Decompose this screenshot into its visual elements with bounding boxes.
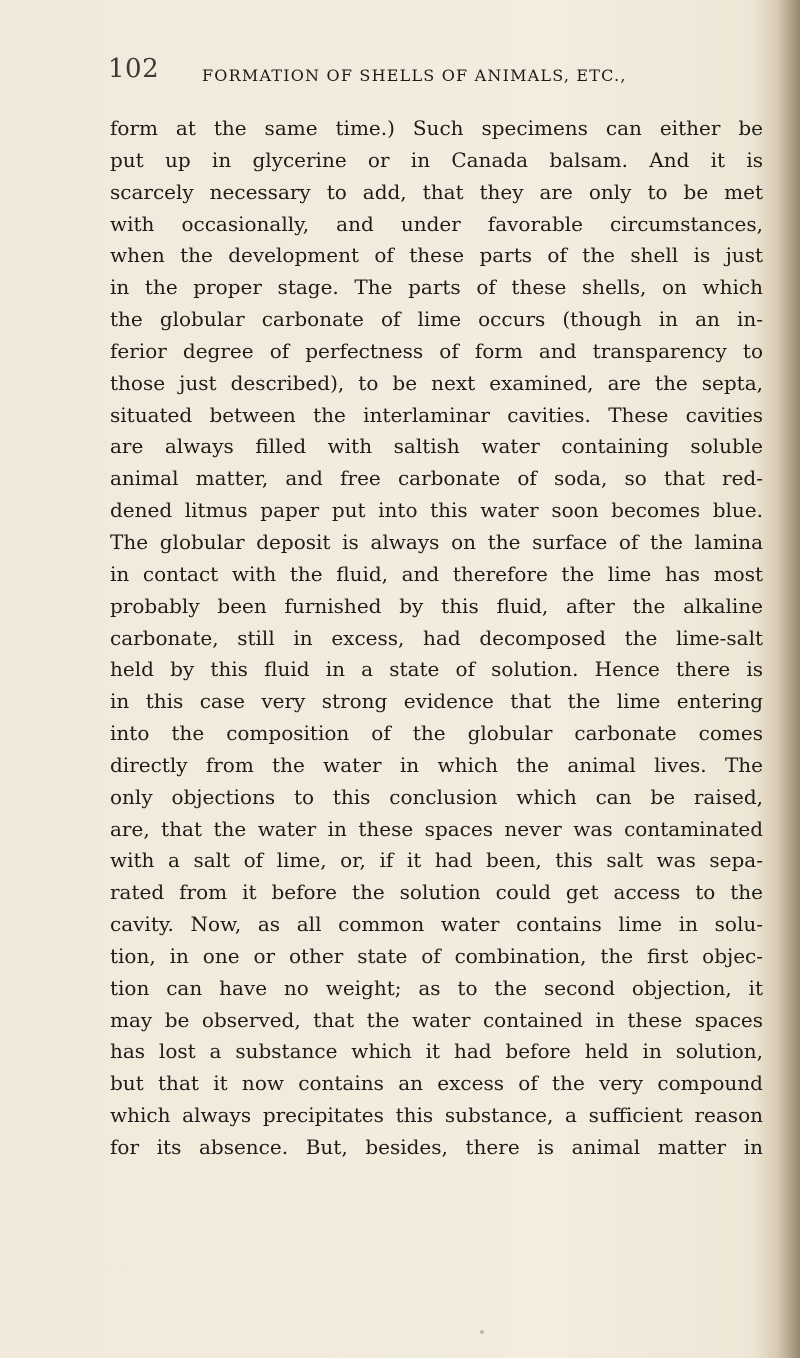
text-line: may be observed, that the water contained in these spaces: [110, 1007, 763, 1032]
text-line: ferior degree of perfectness of form and transparency to: [110, 338, 763, 363]
text-line: but that it now contains an excess of the very compound: [110, 1071, 763, 1096]
text-line: animal matter, and free carbonate of soda, so that red-: [110, 466, 763, 491]
text-line: dened litmus paper put into this water soon becomes blue.: [110, 498, 763, 523]
paper-speck: [480, 1330, 484, 1334]
text-line: directly from the water in which the animal lives. The: [110, 752, 763, 777]
body-text: [110, 113, 763, 1164]
text-line: only objections to this conclusion which can be raised,: [110, 784, 763, 809]
text-line: form at the same time.) Such specimens can either be: [110, 116, 763, 140]
text-line: held by this fluid in a state of solution. Hence there is: [110, 657, 763, 682]
text-line: for its absence. But, besides, there is animal matter in: [110, 1135, 763, 1159]
text-line: into the composition of the globular carbonate comes: [110, 721, 763, 746]
text-line: in this case very strong evidence that the lime entering: [110, 689, 763, 714]
text-line: scarcely necessary to add, that they are only to be met: [110, 179, 763, 204]
text-line: tion can have no weight; as to the second objection, it: [110, 975, 763, 1000]
text-line: in contact with the fluid, and therefore the lime has most: [110, 561, 763, 586]
text-line: those just described), to be next examined, are the septa,: [110, 370, 763, 395]
text-line: carbonate, still in excess, had decomposed the lime-salt: [110, 625, 763, 650]
text-line: the globular carbonate of lime occurs (though in an in-: [110, 307, 763, 332]
text-line: are always filled with saltish water containing soluble: [110, 434, 763, 459]
text-line: has lost a substance which it had before held in solution,: [110, 1039, 763, 1064]
running-head: FORMATION OF SHELLS OF ANIMALS, ETC.,: [202, 66, 627, 85]
text-line: cavity. Now, as all common water contains lime in solu-: [110, 912, 763, 937]
text-line: tion, in one or other state of combination, the first objec-: [110, 943, 763, 968]
text-line: The globular deposit is always on the surface of the lamina: [110, 529, 763, 554]
page-edge-shadow: [778, 0, 800, 1358]
text-line: probably been furnished by this fluid, after the alkaline: [110, 593, 763, 618]
text-line: situated between the interlaminar cavities. These cavities: [110, 402, 763, 427]
text-line: with occasionally, and under favorable circumstances,: [110, 211, 763, 236]
text-line: which always precipitates this substance, a sufficient reason: [110, 1103, 763, 1128]
text-line: when the development of these parts of the shell is just: [110, 243, 763, 268]
text-line: put up in glycerine or in Canada balsam. And it is: [110, 147, 763, 172]
text-line: in the proper stage. The parts of these shells, on which: [110, 275, 763, 300]
text-line: rated from it before the solution could get access to the: [110, 880, 763, 905]
page-number: 102: [108, 54, 160, 84]
text-line: are, that the water in these spaces never was contaminated: [110, 816, 763, 841]
text-line: with a salt of lime, or, if it had been, this salt was sepa-: [110, 848, 763, 873]
